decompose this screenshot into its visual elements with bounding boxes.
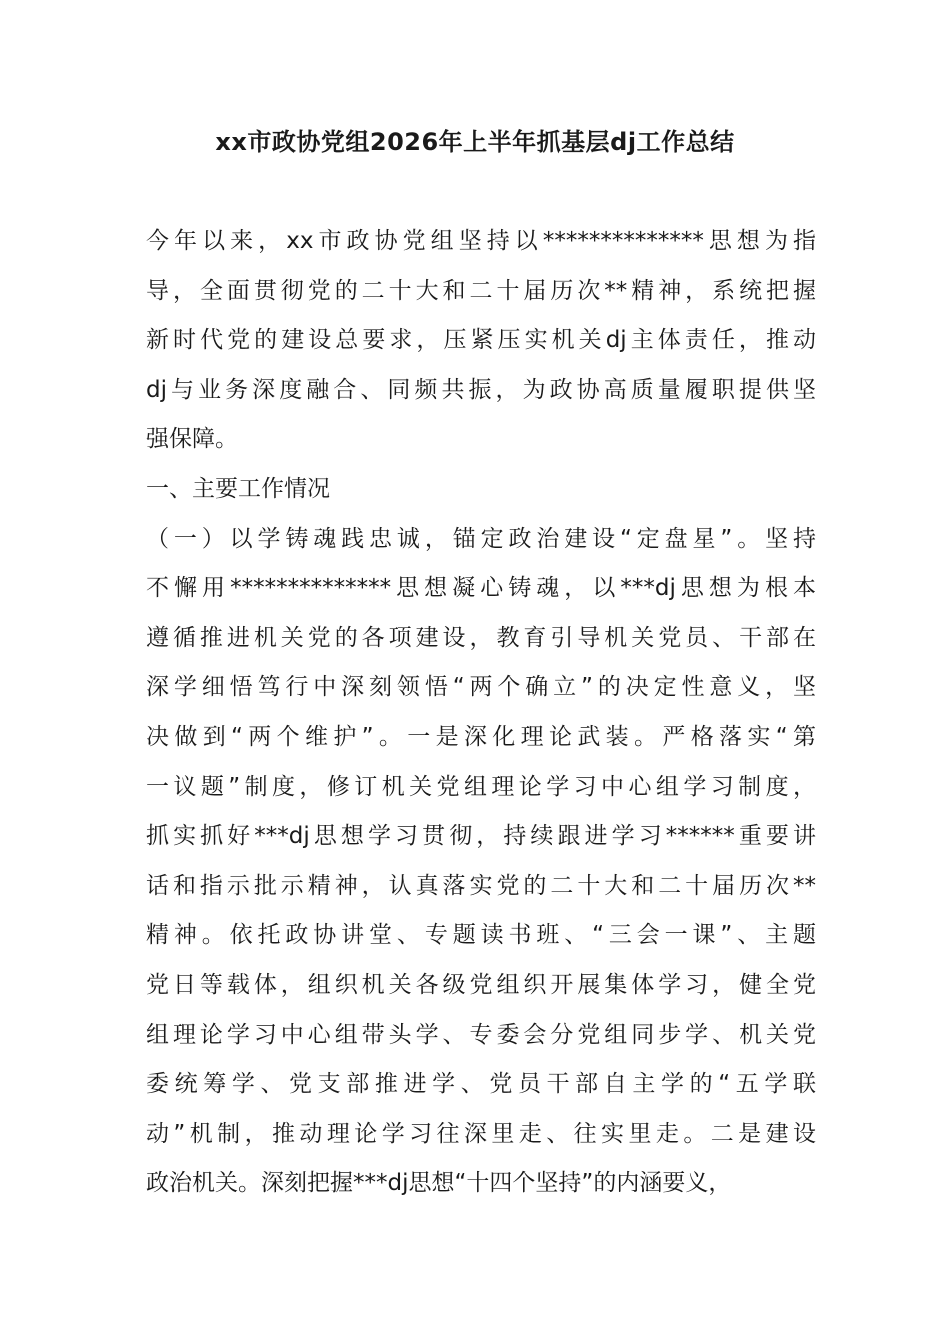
paragraph-line: 遵循推进机关党的各项建设，教育引导机关党员、干部在 [146, 625, 816, 651]
paragraph-line: 今年以来，xx市政协党组坚持以**************思想为指 [146, 228, 816, 254]
paragraph-line: 不懈用**************思想凝心铸魂，以***dj思想为根本 [146, 575, 816, 601]
paragraph-line: dj与业务深度融合、同频共振，为政协高质量履职提供坚 [146, 377, 816, 403]
paragraph-line: 深学细悟笃行中深刻领悟“两个确立”的决定性意义，坚 [146, 674, 816, 700]
paragraph-line: 话和指示批示精神，认真落实党的二十大和二十届历次** [146, 873, 816, 899]
paragraph-line: 抓实抓好***dj思想学习贯彻，持续跟进学习******重要讲 [146, 823, 816, 849]
paragraph-line: 新时代党的建设总要求，压紧压实机关dj主体责任，推动 [146, 327, 816, 353]
paragraph-line: （一）以学铸魂践忠诚，锚定政治建设“定盘星”。坚持 [146, 526, 816, 552]
paragraph-line: 决做到“两个维护”。一是深化理论武装。严格落实“第 [146, 724, 816, 750]
paragraph-line: 强保障。 [146, 426, 238, 452]
paragraph-line: 政治机关。深刻把握***dj思想“十四个坚持”的内涵要义， [146, 1170, 732, 1196]
document-title: xx市政协党组2026年上半年抓基层dj工作总结 [215, 128, 735, 156]
paragraph-line: 党日等载体，组织机关各级党组织开展集体学习，健全党 [146, 972, 816, 998]
section-heading-line: 一、主要工作情况 [146, 476, 330, 502]
paragraph-line: 动”机制，推动理论学习往深里走、往实里走。二是建设 [146, 1121, 816, 1147]
paragraph-line: 委统筹学、党支部推进学、党员干部自主学的“五学联 [146, 1071, 816, 1097]
paragraph-line: 组理论学习中心组带头学、专委会分党组同步学、机关党 [146, 1022, 816, 1048]
paragraph-line: 精神。依托政协讲堂、专题读书班、“三会一课”、主题 [146, 922, 816, 948]
paragraph-line: 导，全面贯彻党的二十大和二十届历次**精神，系统把握 [146, 278, 816, 304]
paragraph-line: 一议题”制度，修订机关党组理论学习中心组学习制度， [146, 774, 816, 800]
